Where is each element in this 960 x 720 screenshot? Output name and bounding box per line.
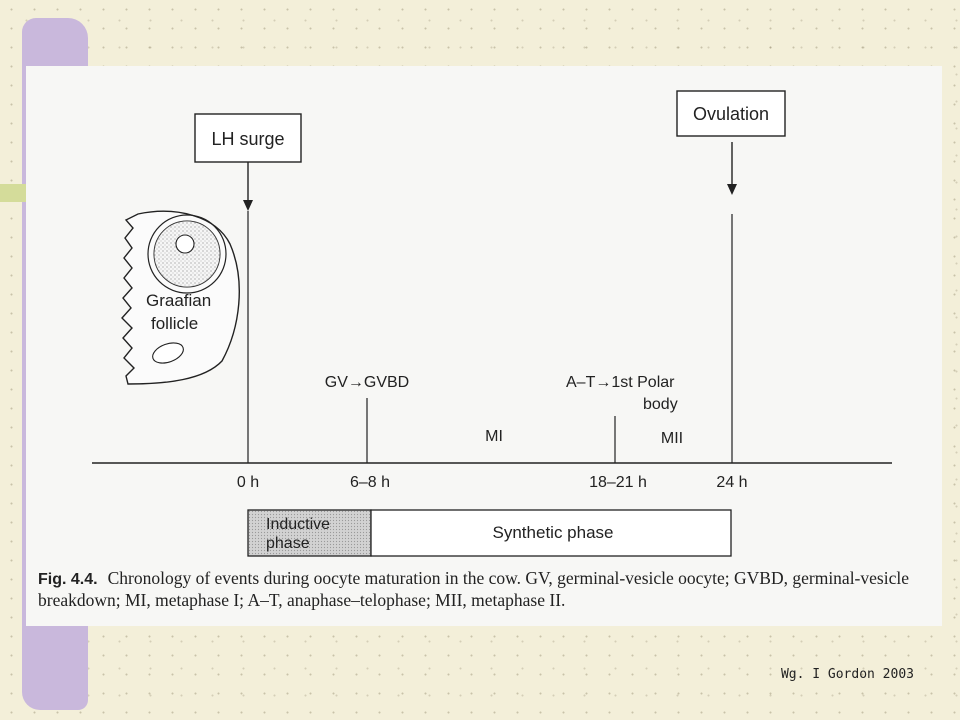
- synthetic-phase-label: Synthetic phase: [492, 523, 614, 542]
- chronology-diagram: [26, 66, 942, 626]
- mi-label: MI: [485, 428, 503, 445]
- tick-0h: 0 h: [236, 474, 260, 491]
- tick-6-8h: 6–8 h: [349, 474, 391, 491]
- polar-body-label-line1: A–T→1st Polar: [566, 374, 675, 391]
- polar-body-label-line2: body: [643, 396, 678, 413]
- follicle-label-line2: follicle: [151, 314, 199, 333]
- figure-image: [26, 66, 942, 626]
- tick-24h: 24 h: [716, 474, 748, 491]
- ovulation-arrowhead: [727, 184, 737, 195]
- mii-label: MII: [660, 430, 684, 447]
- lh-surge-arrowhead: [243, 200, 253, 211]
- source-credit: Wg. I Gordon 2003: [780, 667, 914, 682]
- ovulation-label: Ovulation: [692, 104, 770, 124]
- follicle-label-line1: Graafian: [146, 291, 212, 310]
- inductive-phase-label-line1: Inductive: [266, 516, 331, 533]
- tick-18-21h: 18–21 h: [589, 474, 647, 491]
- figure-caption-text: Chronology of events during oocyte maturation in the cow. GV, germinal-vesicle oocyte; GVBD, germinal-vesicle breakdown; MI, metaphase I; A–T, anaphase–telophase; MII, metaphase II.: [38, 568, 909, 610]
- inductive-phase-label-line2: phase: [266, 535, 310, 552]
- figure-caption: [38, 568, 938, 611]
- gv-gvbd-label: GV→GVBD: [324, 374, 410, 391]
- figure-number: Fig. 4.4.: [38, 571, 98, 588]
- lh-surge-label: LH surge: [211, 129, 285, 149]
